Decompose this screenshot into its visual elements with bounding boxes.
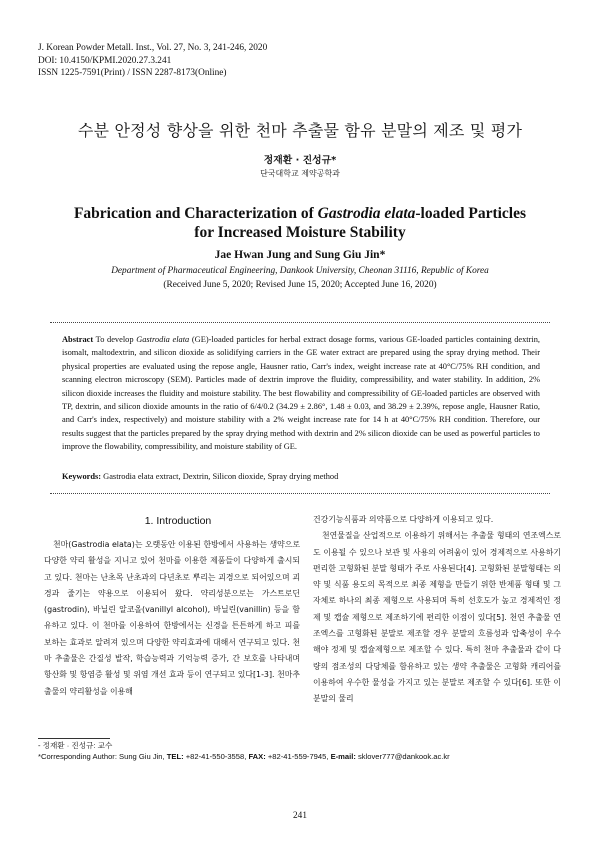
journal-doi: DOI: 10.4150/KPMI.2020.27.3.241 — [38, 55, 172, 66]
email-value: sklover777@dankook.ac.kr — [355, 752, 450, 761]
english-title — [0, 204, 600, 242]
footnote — [38, 740, 450, 762]
fax-label: FAX: — [248, 752, 266, 761]
korean-authors: 정재환 · 진성규* — [263, 155, 337, 166]
tel-label: TEL: — [166, 752, 184, 761]
footnote-authors: - 정재환 · 진성규: 교수 — [38, 741, 113, 750]
journal-citation: J. Korean Powder Metall. Inst., Vol. 27, No. 3, 241-246, 2020 — [38, 43, 268, 53]
english-title-pre: Fabrication and Characterization of — [73, 205, 318, 222]
email-label: E-mail: — [330, 752, 356, 761]
korean-affiliation: 단국대학교 제약공학과 — [260, 169, 340, 178]
abstract-text-2: (GE)-loaded particles for herbal extract dosage forms, various GE-loaded particles containing dextrin, isomalt, maltodextrin, and silicon dioxide as solidifying carriers in the GE water extract are prepared using the spray drying method. Their physical properties are evaluated using the repose angle, Hausner ratio, Carr's index, weight increase rate at 40°C/75% RH condition, and scanning electron microscopy (SEM). Particles made of dextrin improve the fluidity, compressibility, and water stability. In addition, 2% silicon dioxide increases the fluidity and moisture stability. The best flowability and compressibility of GE-loaded particles are observed with TP, dextrin, and silicon dioxide amounts in the ratio of 6/4/0.2 (34.29 ± 2.86°, 1.48 ± 0.03, and 38.29 ± 2.39%, repose angle, Hausner Ratio, and Carr's index, respectively) and moisture stability with a 2% weight increase rate for 14 h at 40°C/75% RH condition. Therefore, our results suggest that the particles prepared by the spray drying method with dextrin and 2% silicon dioxide can be used as powerful particles to improve the flowability, compressibility, and moisture stability of GE. — [62, 335, 541, 452]
left-column — [44, 537, 300, 700]
fax-value: +82-41-559-7945, — [265, 752, 331, 761]
corresponding-author: *Corresponding Author: Sung Giu Jin, — [38, 752, 167, 761]
english-affiliation: Department of Pharmaceutical Engineering, Dankook University, Cheonan 31116, Republic of Korea — [111, 266, 489, 276]
abstract — [62, 333, 540, 454]
abstract-bottom-divider — [50, 493, 550, 494]
journal-header — [38, 42, 267, 80]
received-dates: (Received June 5, 2020; Revised June 15, 2020; Accepted June 16, 2020) — [163, 280, 437, 290]
right-paragraph-continued: 건강기능식품과 의약품으로 다양하게 이용되고 있다. — [313, 515, 494, 524]
english-title-post: -loaded Particles — [415, 205, 527, 222]
tel-value: +82-41-550-3558, — [183, 752, 249, 761]
section-heading-introduction: 1. Introduction — [144, 515, 212, 527]
journal-issn: ISSN 1225-7591(Print) / ISSN 2287-8173(Online) — [38, 68, 227, 78]
abstract-species: Gastrodia elata — [136, 335, 190, 344]
korean-title: 수분 안정성 향상을 위한 천마 추출물 함유 분말의 제조 및 평가 — [77, 121, 523, 140]
right-paragraph: 천연물질을 산업적으로 이용하기 위해서는 추출물 형태의 연조엑스로도 이용될 수 있으나 보관 및 사용의 어려움이 있어 경제적으로 사용하기 편리한 고형화된 분말 형태가 주로 사용된다[4]. 고형화된 분말형태는 의약 및 식품 용도의 목적으로 최종 제형을 만들기 위한 반제품 형태 및 그 자체로 하나의 최종 제형으로 사용되며 특히 선호도가 높고 경제적인 정제 및 캡슐 제형으로 제조하기에 편리한 이점이 있다[5]. 천연 추출물 연조엑스를 고형화된 분말로 제조할 경우 분말의 흐름성과 압축성이 우수해야 정제 및 캡슐제형으로 제조할 수 있다. 특히 천마 추출물과 같이 다량의 점조성의 다당체를 함유하고 있는 생약 추출물은 고형화 캐리어를 이용하여 우수한 물성을 가지고 있는 분말로 제조할 수 있다[6]. 또한 이 분말의 물리 — [313, 531, 561, 704]
abstract-label: Abstract — [62, 335, 94, 344]
left-paragraph: 천마(Gastrodia elata)는 오랫동안 이용된 한방에서 사용하는 생약으로 다양한 약리 활성을 지니고 있어 천마를 이용한 제품들이 다양하게 출시되고 있다. 천마는 난초목 난초과의 다년초로 뿌리는 괴경으로 되어있으며 괴경과 줄기는 약용으로 이용되어 왔다. 약리성분으로는 가스트로딘(gastrodin), 바닐린 알코올(vanillyl alcohol), 바닐린(vanillin) 등을 함유하고 있다. 이 천마를 이용하여 한방에서는 신경을 튼튼하게 하고 피를 보하는 효과로 알려져 있으며 다양한 약리효과에 대해서 연구되고 있다. 천마 추출물은 간질성 발작, 학습능력과 기억능력 증가, 간 보호를 나타내며 항산화 및 항염증 활성 및 위염 개선 효과 등이 연구되고 있다[1-3]. 천마추출물의 약리활성을 이용해 — [44, 540, 300, 696]
keywords — [62, 472, 540, 481]
abstract-text-1: To develop — [93, 335, 137, 344]
english-title-species: Gastrodia elata — [317, 205, 416, 222]
english-authors: Jae Hwan Jung and Sung Giu Jin* — [214, 249, 386, 261]
right-column — [313, 512, 561, 708]
keywords-text: Gastrodia elata extract, Dextrin, Silicon dioxide, Spray drying method — [101, 472, 339, 481]
page-number: 241 — [293, 811, 307, 821]
keywords-label: Keywords: — [62, 472, 102, 481]
footnote-divider — [38, 738, 110, 739]
footnote-corresponding — [38, 751, 450, 762]
english-title-line2: for Increased Moisture Stability — [194, 224, 406, 241]
abstract-top-divider — [50, 322, 550, 323]
